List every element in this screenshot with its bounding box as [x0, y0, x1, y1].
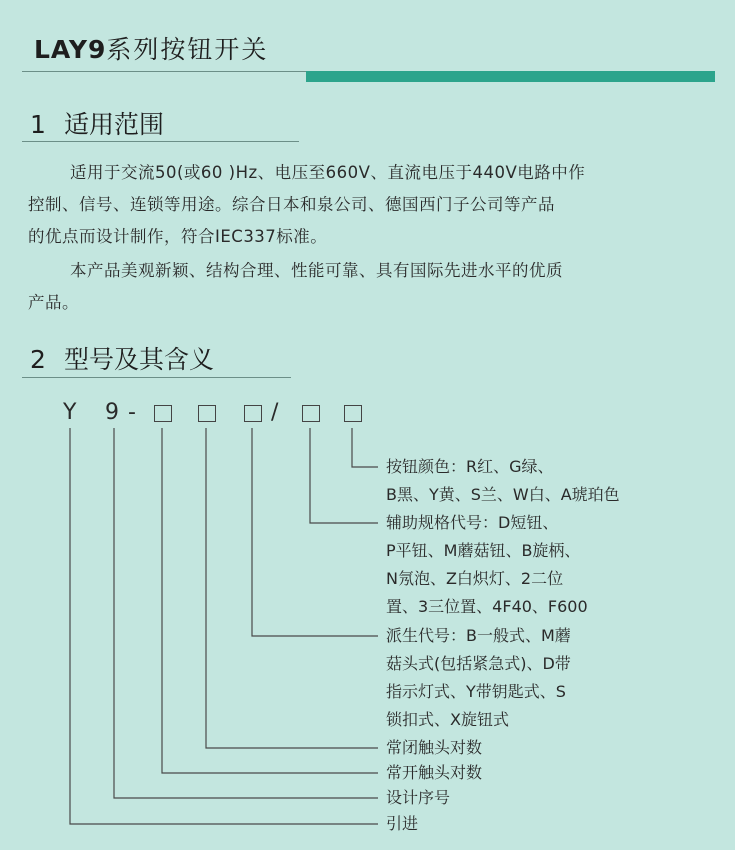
paragraph-line: 控制、信号、连锁等用途。综合日本和泉公司、德国西门子公司等产品: [28, 195, 555, 214]
desc-normally-open: 常开触头对数: [386, 763, 483, 782]
leader-line-color: [352, 428, 378, 467]
desc-normally-closed: 常闭触头对数: [386, 738, 483, 757]
desc-line: P平钮、M蘑菇钮、B旋柄、: [386, 541, 581, 560]
desc-line: 指示灯式、Y带钥匙式、S: [386, 682, 566, 701]
leader-line-normally-open: [162, 428, 378, 773]
leader-line-normally-closed: [206, 428, 378, 748]
desc-line: 菇头式(包括紧急式)、D带: [386, 654, 571, 673]
paragraph-line: 本产品美观新颖、结构合理、性能可靠、具有国际先进水平的优质: [70, 261, 563, 280]
desc-import: 引进: [386, 814, 419, 833]
desc-aux-spec-code: [386, 509, 588, 621]
desc-line: B黑、Y黄、S兰、W白、A琥珀色: [386, 485, 620, 504]
section-number: 1: [30, 110, 46, 139]
series-title: 系列按钮开关: [106, 35, 269, 64]
code-letter-y: Y: [63, 400, 77, 425]
section-title: 适用范围: [64, 110, 165, 139]
paragraph-line: 产品。: [28, 293, 79, 312]
code-digit-9: 9: [105, 400, 119, 425]
code-slash: /: [271, 400, 279, 425]
model-name: LAY9: [34, 35, 107, 64]
paragraph-line: 的优点而设计制作，符合IEC337标准。: [28, 227, 328, 246]
leader-line-design-seq: [114, 428, 378, 798]
desc-line: 锁扣式、X旋钮式: [386, 710, 509, 729]
section-number: 2: [30, 345, 46, 374]
desc-derivative-code: [386, 622, 571, 734]
leader-line-aux-spec: [310, 428, 378, 523]
leader-line-import: [70, 428, 378, 824]
desc-line: 置、3三位置、4F40、F600: [386, 597, 588, 616]
leader-line-derivative: [252, 428, 378, 636]
paragraph-line: 适用于交流50(或60 )Hz、电压至660V、直流电压于440V电路中作: [70, 163, 586, 182]
desc-line: 按钮颜色：R红、G绿、: [386, 457, 554, 476]
desc-line: N氖泡、Z白炽灯、2二位: [386, 569, 564, 588]
desc-line: 派生代号：B一般式、M蘑: [386, 626, 571, 645]
desc-line: 辅助规格代号：D短钮、: [386, 513, 559, 532]
desc-design-seq: 设计序号: [386, 788, 451, 807]
code-dash: -: [128, 400, 136, 425]
desc-button-color: [386, 453, 620, 509]
section-title: 型号及其含义: [64, 345, 215, 374]
